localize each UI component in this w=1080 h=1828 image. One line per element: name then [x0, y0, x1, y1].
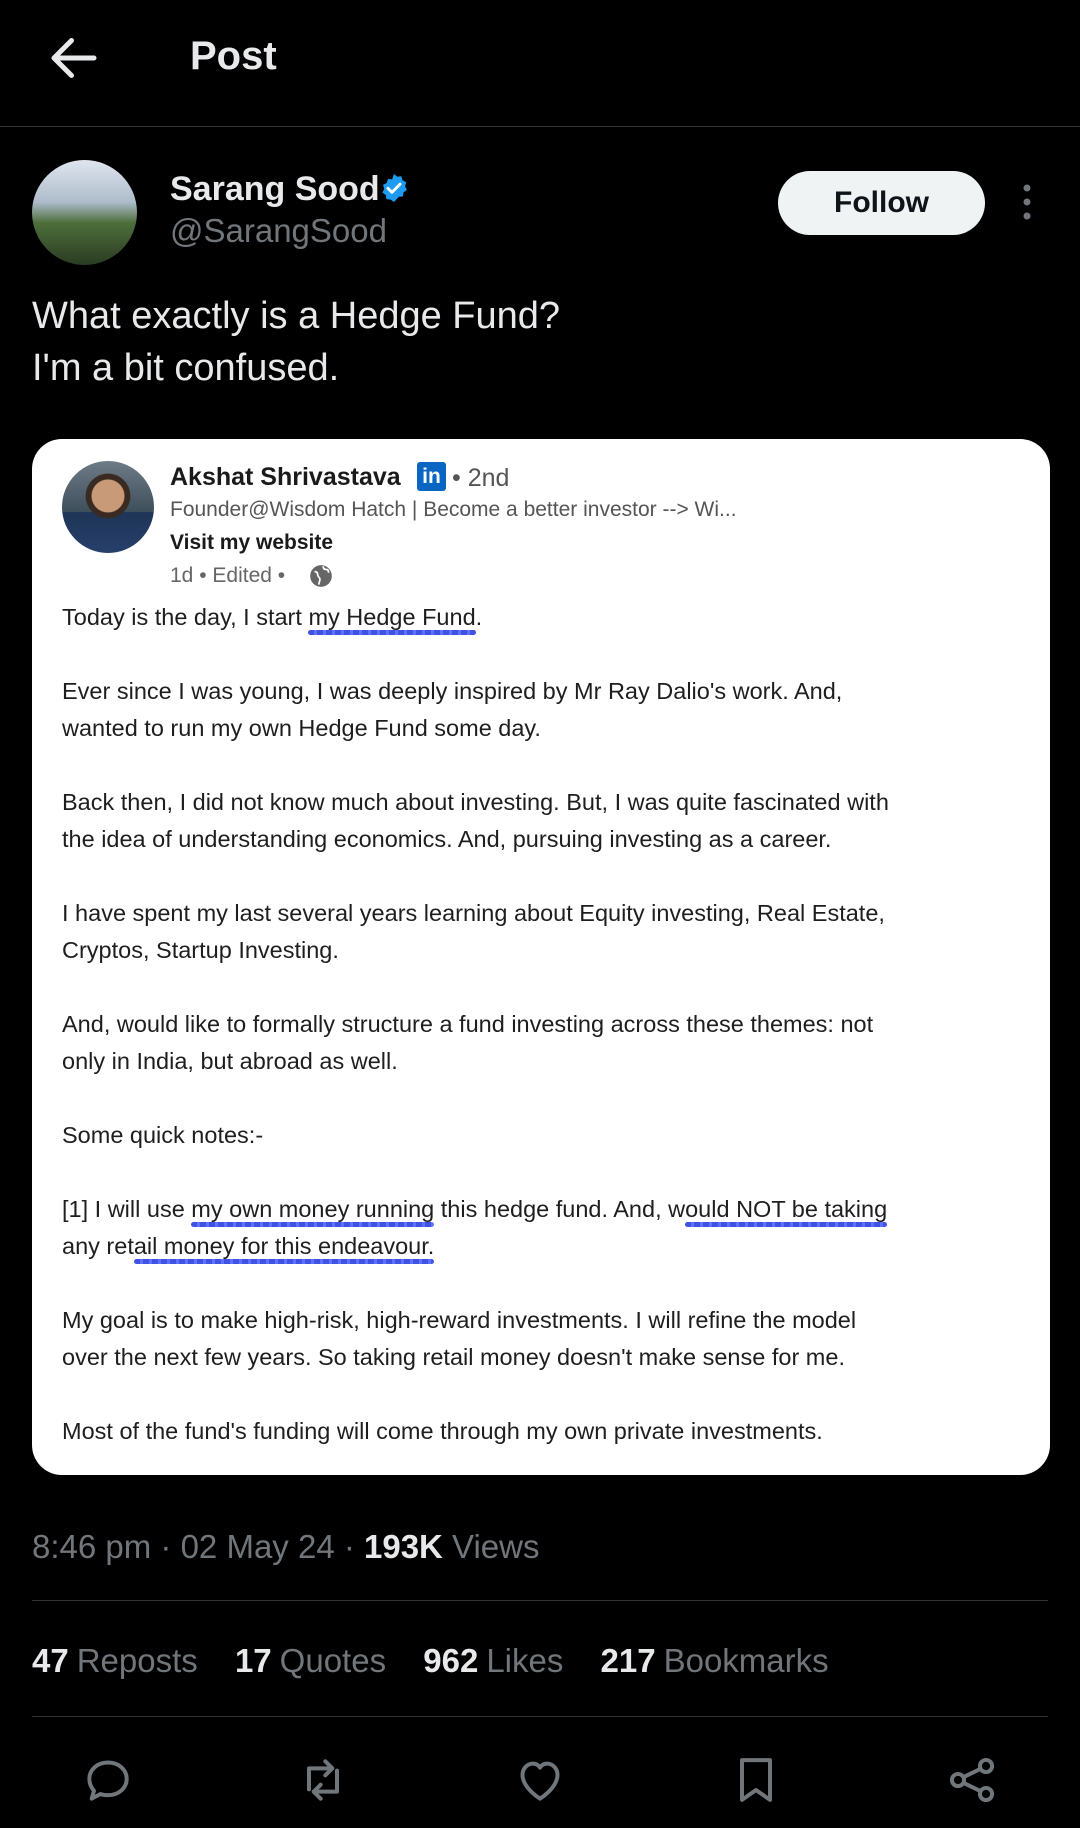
highlighted-text: ail money for this endeavour. — [133, 1233, 435, 1259]
divider — [32, 1716, 1048, 1717]
divider — [32, 1600, 1048, 1601]
text: only in India, but abroad as well. — [62, 1048, 398, 1074]
text: Today is the day, I start — [62, 604, 309, 630]
tweet-text — [32, 290, 1042, 394]
paragraph — [62, 1191, 1042, 1265]
reply-icon[interactable] — [80, 1752, 136, 1808]
website-link: Visit my website — [170, 531, 334, 554]
engagement-stats — [32, 1642, 857, 1680]
separator: · — [334, 1528, 364, 1565]
quotes-label: Quotes — [279, 1642, 387, 1679]
paragraph — [62, 599, 1042, 636]
follow-button[interactable]: Follow — [778, 171, 985, 235]
text: Some quick notes:- — [62, 1122, 264, 1148]
text: over the next few years. So taking retail money doesn't make sense for me. — [62, 1344, 845, 1370]
embedded-headline: Founder@Wisdom Hatch | Become a better investor --> Wi... — [170, 498, 737, 521]
text: wanted to run my own Hedge Fund some day. — [62, 715, 541, 741]
quotes-count: 17 — [234, 1642, 272, 1679]
reposts-stat[interactable] — [32, 1642, 198, 1680]
page-title: Post — [190, 34, 277, 78]
paragraph — [62, 673, 1042, 747]
paragraph — [62, 895, 1042, 969]
highlighted-text: my own money running — [191, 1196, 435, 1222]
connection-degree: • 2nd — [452, 464, 510, 492]
text: Ever since I was young, I was deeply inspired by Mr Ray Dalio's work. And, — [62, 678, 843, 704]
text: Most of the fund's funding will come through my own private investments. — [62, 1418, 823, 1444]
reposts-count: 47 — [32, 1642, 69, 1679]
back-arrow-icon[interactable] — [44, 28, 104, 88]
tweet-line: I'm a bit confused. — [32, 347, 340, 389]
embedded-author-name: Akshat Shrivastava — [170, 463, 401, 491]
reposts-label: Reposts — [76, 1642, 198, 1679]
paragraph — [62, 784, 1042, 858]
quotes-stat[interactable] — [235, 1642, 386, 1680]
more-vertical-icon[interactable] — [1012, 180, 1042, 224]
paragraph — [62, 1006, 1042, 1080]
bookmarks-label: Bookmarks — [663, 1642, 829, 1679]
avatar[interactable] — [32, 160, 137, 265]
text: My goal is to make high-risk, high-reward investments. I will refine the model — [62, 1307, 857, 1333]
top-bar — [0, 0, 1080, 127]
text: this hedge fund. And, w — [434, 1196, 686, 1222]
embedded-body — [62, 599, 1042, 1475]
repost-icon[interactable] — [295, 1752, 351, 1808]
globe-icon — [308, 563, 334, 589]
like-icon[interactable] — [512, 1752, 568, 1808]
highlighted-text: my Hedge Fund — [308, 604, 476, 630]
bookmark-icon[interactable] — [728, 1752, 784, 1808]
paragraph — [62, 1117, 1042, 1154]
embedded-image[interactable] — [32, 439, 1050, 1475]
embedded-avatar — [62, 461, 154, 553]
text: And, would like to formally structure a fund investing across these themes: not — [62, 1011, 874, 1037]
views-count: 193K — [364, 1528, 443, 1565]
text: Back then, I did not know much about investing. But, I was quite fascinated with — [62, 789, 889, 815]
verified-badge-icon — [378, 172, 410, 204]
likes-label: Likes — [486, 1642, 564, 1679]
text: Cryptos, Startup Investing. — [62, 937, 339, 963]
views-label: Views — [442, 1528, 540, 1565]
linkedin-icon: in — [417, 462, 446, 491]
likes-stat[interactable] — [423, 1642, 563, 1680]
author-handle[interactable]: @SarangSood — [170, 212, 387, 249]
text: [1] I will use — [62, 1196, 192, 1222]
separator: · — [151, 1528, 181, 1565]
likes-count: 962 — [423, 1642, 479, 1679]
text: . — [475, 604, 483, 630]
post-meta — [32, 1528, 540, 1566]
post-time: 8:46 pm — [32, 1528, 152, 1565]
text: any ret — [62, 1233, 134, 1259]
post-date: 02 May 24 — [180, 1528, 335, 1565]
author-name[interactable]: Sarang Sood — [170, 170, 380, 208]
bookmarks-count: 217 — [600, 1642, 656, 1679]
tweet-line: What exactly is a Hedge Fund? — [32, 295, 561, 337]
paragraph — [62, 1302, 1042, 1376]
share-icon[interactable] — [944, 1752, 1000, 1808]
paragraph — [62, 1413, 1042, 1450]
highlighted-text: ould NOT be taking — [685, 1196, 888, 1222]
embedded-meta: 1d • Edited • — [170, 564, 286, 587]
text: the idea of understanding economics. And, pursuing investing as a career. — [62, 826, 832, 852]
text: I have spent my last several years learning about Equity investing, Real Estate, — [62, 900, 885, 926]
bookmarks-stat[interactable] — [601, 1642, 829, 1680]
